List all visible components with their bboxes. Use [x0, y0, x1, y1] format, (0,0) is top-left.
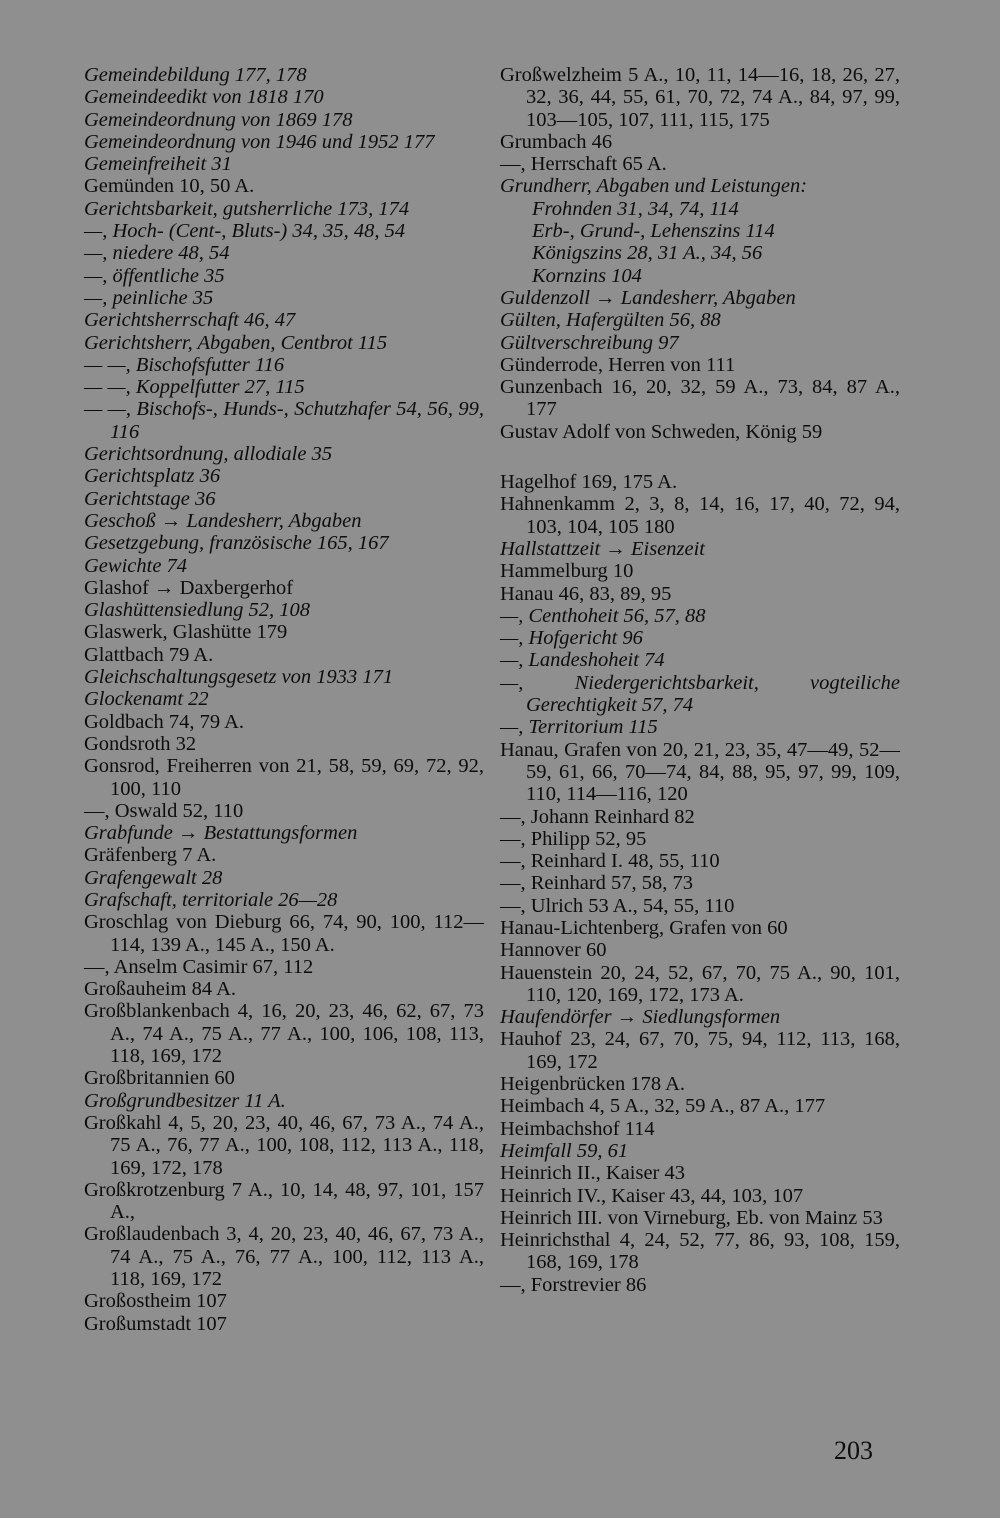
index-entry: — —, Bischofsfutter 116 [84, 353, 285, 376]
index-entry: Großlaudenbach 3, 4, 20, 23, 40, 46, 67, 73 A., 74 A., 75 A., 76, 77 A., 100, 112, 113 A., 118, 169, 172 [84, 1223, 484, 1291]
index-entry: —, öffentliche 35 [84, 264, 225, 287]
index-entry: Glashüttensiedlung 52, 108 [84, 599, 311, 622]
index-entry: Grafengewalt 28 [84, 866, 223, 889]
index-entry: Großumstadt 107 [84, 1312, 227, 1335]
index-entry: Hauhof 23, 24, 67, 70, 75, 94, 112, 113, 168, 169, 172 [500, 1028, 900, 1073]
index-entry: Hanau 46, 83, 89, 95 [500, 582, 672, 605]
index-entry: Gerichtstage 36 [84, 487, 216, 510]
index-entry: Hammelburg 10 [500, 560, 634, 583]
index-entry: Gustav Adolf von Schweden, König 59 [500, 420, 823, 443]
index-entry: Groschlag von Dieburg 66, 74, 90, 100, 112—114, 139 A., 145 A., 150 A. [84, 911, 484, 956]
index-entry: —, Territorium 115 [500, 716, 658, 739]
index-entry: Gemeinfreiheit 31 [84, 153, 232, 176]
index-entry: Gerichtsherr, Abgaben, Centbrot 115 [84, 331, 388, 354]
index-entry: Heimbach 4, 5 A., 32, 59 A., 87 A., 177 [500, 1095, 826, 1118]
index-entry: Heinrichsthal 4, 24, 52, 77, 86, 93, 108, 159, 168, 169, 178 [500, 1229, 900, 1274]
index-entry: Hagelhof 169, 175 A. [500, 471, 678, 494]
index-entry: Großblankenbach 4, 16, 20, 23, 46, 62, 67, 73 A., 74 A., 75 A., 77 A., 100, 106, 108, 113, 118, 169, 172 [84, 1000, 484, 1068]
index-entry: Gonsrod, Freiherren von 21, 58, 59, 69, 72, 92, 100, 110 [84, 755, 484, 800]
index-entry: Gemeindeordnung von 1869 178 [84, 108, 353, 131]
index-entry: Gräfenberg 7 A. [84, 844, 217, 867]
index-entry: —, Hoch- (Cent-, Bluts-) 34, 35, 48, 54 [84, 220, 406, 243]
index-entry: Gemeindebildung 177, 178 [84, 64, 307, 86]
index-entry: Großkahl 4, 5, 20, 23, 40, 46, 67, 73 A., 74 A., 75 A., 76, 77 A., 100, 108, 112, 113 A., 118, 169, 172, 178 [84, 1111, 484, 1179]
index-entry: Goldbach 74, 79 A. [84, 710, 244, 733]
index-entry: —, Reinhard I. 48, 55, 110 [500, 850, 720, 873]
index-entry: Hahnenkamm 2, 3, 8, 14, 16, 17, 40, 72, 94, 103, 104, 105 180 [500, 493, 900, 538]
index-entry: Heinrich IV., Kaiser 43, 44, 103, 107 [500, 1184, 804, 1207]
page-number: 203 [834, 1436, 873, 1465]
index-entry: —, Johann Reinhard 82 [500, 805, 695, 828]
index-entry: —, Landeshoheit 74 [500, 649, 665, 672]
index-entry: Glashof → Daxbergerhof [84, 576, 294, 599]
index-entry: Gunzenbach 16, 20, 32, 59 A., 73, 84, 87 A., 177 [500, 376, 900, 421]
index-entry: Großwelzheim 5 A., 10, 11, 14—16, 18, 26, 27, 32, 36, 44, 55, 61, 70, 72, 74 A., 84, 97, 99, 103—105, 107, 111, 115, 175 [500, 64, 900, 131]
index-column-right [500, 64, 900, 1296]
index-entry: Großgrundbesitzer 11 A. [84, 1089, 286, 1112]
index-entry: Gemünden 10, 50 A. [84, 175, 255, 198]
index-entry: Glaswerk, Glashütte 179 [84, 621, 288, 644]
index-entry: Gerichtsbarkeit, gutsherrliche 173, 174 [84, 197, 410, 220]
index-entry: — —, Koppelfutter 27, 115 [84, 376, 305, 399]
index-entry: Grabfunde → Bestattungsformen [84, 822, 358, 845]
index-entry: Gerichtsordnung, allodiale 35 [84, 443, 333, 466]
index-entry: Erb-, Grund-, Lehenszins 114 [532, 220, 775, 243]
index-entry: —, Ulrich 53 A., 54, 55, 110 [500, 894, 735, 917]
index-entry: Grafschaft, territoriale 26—28 [84, 888, 338, 911]
index-entry: Haufendörfer → Siedlungsformen [500, 1006, 781, 1029]
index-entry: Königszins 28, 31 A., 34, 56 [532, 242, 763, 265]
index-entry: Heinrich II., Kaiser 43 [500, 1162, 686, 1185]
section-gap [500, 443, 900, 471]
index-entry: —, Hofgericht 96 [500, 627, 643, 650]
index-entry: —, Niedergerichtsbarkeit, vogteiliche Gerechtigkeit 57, 74 [500, 671, 900, 717]
index-entry: Heimbachshof 114 [500, 1117, 655, 1140]
index-entry: Hallstattzeit → Eisenzeit [500, 537, 705, 560]
index-entry: Gemeindeedikt von 1818 170 [84, 86, 324, 109]
index-entry: Gerichtsplatz 36 [84, 465, 221, 488]
index-entry: Heimfall 59, 61 [500, 1139, 629, 1162]
index-entry: Gemeindeordnung von 1946 und 1952 177 [84, 130, 435, 153]
index-entry: Glockenamt 22 [84, 688, 209, 711]
index-entry: Hanau-Lichtenberg, Grafen von 60 [500, 916, 788, 939]
index-entry: Gleichschaltungsgesetz von 1933 171 [84, 666, 394, 689]
index-entry: Großostheim 107 [84, 1290, 227, 1313]
index-entry: Günderrode, Herren von 111 [500, 353, 736, 376]
index-entry: Hannover 60 [500, 939, 607, 962]
index-entry: Heigenbrücken 178 A. [500, 1073, 686, 1096]
index-entry: —, Anselm Casimir 67, 112 [84, 955, 314, 978]
index-entry: Glattbach 79 A. [84, 643, 214, 666]
index-entry: —, Herrschaft 65 A. [500, 153, 667, 176]
index-entry: —, niedere 48, 54 [84, 242, 230, 265]
index-entry: Gesetzgebung, französische 165, 167 [84, 532, 389, 555]
index-entry: —, peinliche 35 [84, 286, 214, 309]
index-entry: Großbritannien 60 [84, 1067, 235, 1090]
index-entry: —, Oswald 52, 110 [84, 799, 244, 822]
index-entry: Frohnden 31, 34, 74, 114 [532, 197, 739, 220]
index-entry: Grumbach 46 [500, 130, 613, 153]
index-entry: Gerichtsherrschaft 46, 47 [84, 309, 296, 332]
index-entry: Großkrotzenburg 7 A., 10, 14, 48, 97, 101, 157 A., [84, 1178, 484, 1224]
index-entry: Geschoß → Landesherr, Abgaben [84, 509, 362, 532]
index-entry: Grundherr, Abgaben und Leistungen: [500, 175, 808, 198]
index-entry: Hanau, Grafen von 20, 21, 23, 35, 47—49, 52—59, 61, 66, 70—74, 84, 88, 95, 97, 99, 109, 110, 114—116, 120 [500, 738, 900, 806]
index-entry: —, Centhoheit 56, 57, 88 [500, 604, 706, 627]
index-entry: —, Reinhard 57, 58, 73 [500, 872, 694, 895]
index-entry: Gondsroth 32 [84, 732, 197, 755]
index-entry: — —, Bischofs-, Hunds-, Schutzhafer 54, 56, 99, 116 [84, 398, 484, 443]
index-entry: Gewichte 74 [84, 554, 188, 577]
index-entry: Großauheim 84 A. [84, 978, 237, 1001]
index-entry: Kornzins 104 [532, 264, 642, 287]
index-entry: Guldenzoll → Landesherr, Abgaben [500, 286, 796, 309]
index-entry: Gülten, Hafergülten 56, 88 [500, 309, 721, 332]
index-column-left [84, 64, 484, 1335]
index-entry: —, Forstrevier 86 [500, 1273, 647, 1296]
index-entry: Heinrich III. von Virneburg, Eb. von Mainz 53 [500, 1206, 883, 1229]
index-entry: Hauenstein 20, 24, 52, 67, 70, 75 A., 90, 101, 110, 120, 169, 172, 173 A. [500, 961, 900, 1006]
index-entry: Gültverschreibung 97 [500, 331, 679, 354]
index-entry: —, Philipp 52, 95 [500, 827, 647, 850]
